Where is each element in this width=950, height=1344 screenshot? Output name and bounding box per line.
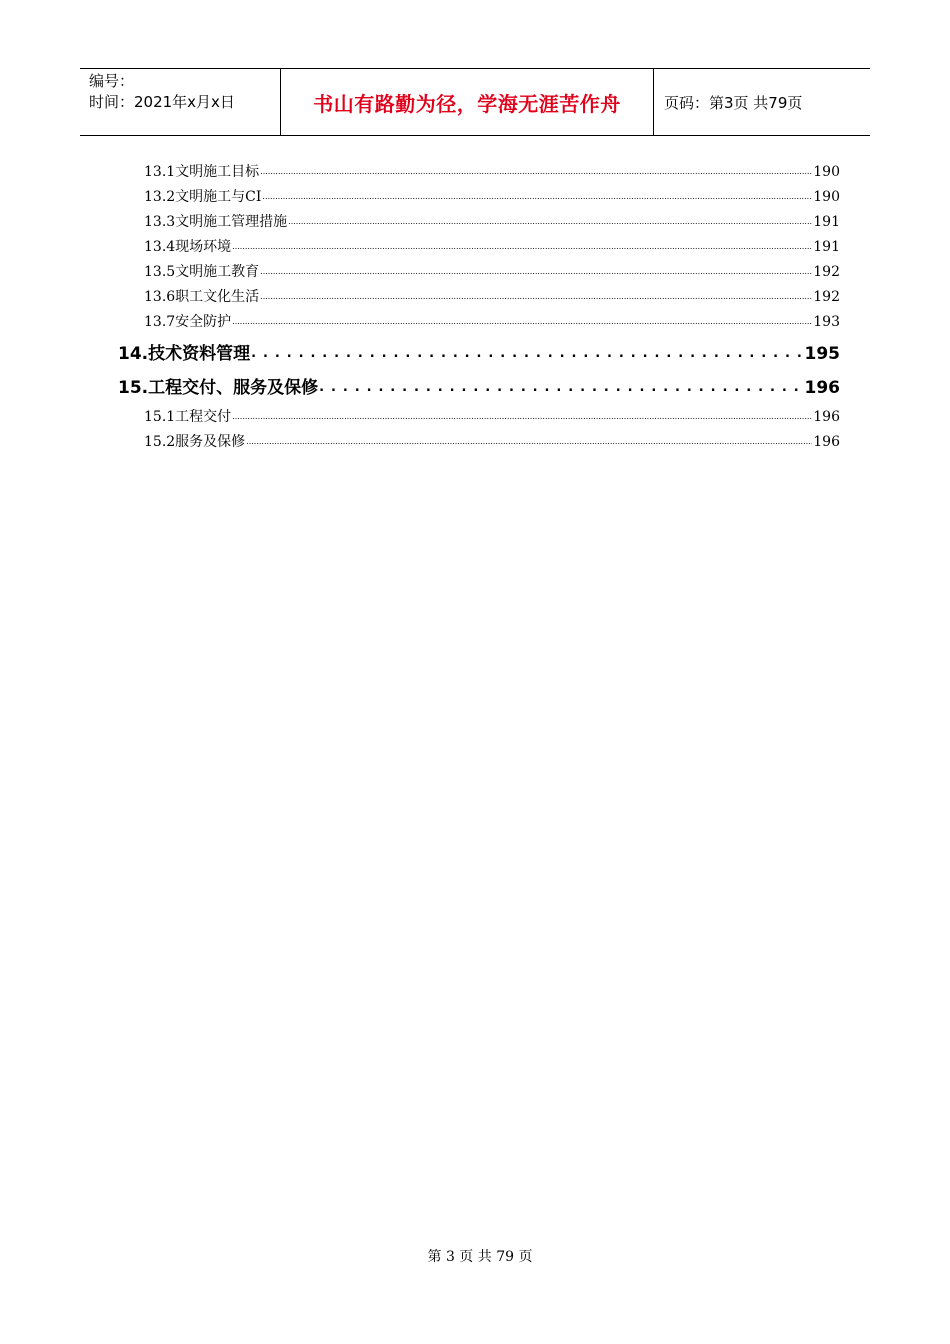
toc-entry-title: 15.2服务及保修 — [144, 434, 246, 450]
toc-entry-title: 15.1工程交付 — [144, 409, 232, 425]
toc-chapter[interactable] — [118, 337, 840, 371]
toc-entry[interactable] — [118, 285, 840, 310]
toc-leader-dots — [319, 369, 803, 405]
toc-entry[interactable] — [118, 210, 840, 235]
toc-leader-dots — [246, 428, 812, 454]
toc-chapter-title: 15.工程交付、服务及保修 — [118, 378, 319, 398]
toc-entry[interactable] — [118, 160, 840, 185]
toc-entry[interactable] — [118, 405, 840, 430]
toc-entry-page: 196 — [813, 409, 840, 425]
toc-chapter-title: 14.技术资料管理 — [118, 344, 251, 364]
toc-entry-page: 190 — [813, 189, 840, 205]
toc-entry[interactable] — [118, 310, 840, 335]
toc-entry[interactable] — [118, 185, 840, 210]
toc-entry-page: 192 — [813, 289, 840, 305]
toc-leader-dots — [262, 183, 812, 209]
toc-chapter-page: 196 — [804, 378, 840, 398]
toc-entry-page: 196 — [813, 434, 840, 450]
toc-leader-dots — [260, 158, 812, 184]
toc-leader-dots — [232, 403, 812, 429]
toc-chapter[interactable] — [118, 371, 840, 405]
toc-leader-dots — [251, 335, 803, 371]
toc-leader-dots — [260, 258, 812, 284]
toc-leader-dots — [288, 208, 812, 234]
toc-entry-title: 13.6职工文化生活 — [144, 289, 260, 305]
toc-entry-title: 13.4现场环境 — [144, 239, 232, 255]
toc-entry-title: 13.5文明施工教育 — [144, 264, 260, 280]
toc-entry-title: 13.3文明施工管理措施 — [144, 214, 288, 230]
toc-entry-title: 13.1文明施工目标 — [144, 164, 260, 180]
toc-entry-page: 191 — [813, 214, 840, 230]
toc-entry[interactable] — [118, 260, 840, 285]
toc-entry-page: 192 — [813, 264, 840, 280]
toc-leader-dots — [232, 308, 812, 334]
document-date: 时间：2021年x月x日 — [89, 93, 235, 111]
toc-entry-title: 13.2文明施工与CI — [144, 189, 262, 205]
toc-entry-title: 13.7安全防护 — [144, 314, 232, 330]
page-footer: 第 3 页 共 79 页 — [427, 1249, 533, 1265]
toc-entry[interactable] — [118, 235, 840, 260]
toc-entry-page: 190 — [813, 164, 840, 180]
toc-leader-dots — [260, 283, 812, 309]
page-header — [80, 68, 870, 136]
header-page-info: 页码：第3页 共79页 — [664, 93, 803, 112]
header-motto: 书山有路勤为径，学海无涯苦作舟 — [281, 69, 654, 135]
toc-entry-page: 191 — [813, 239, 840, 255]
toc-chapter-page: 195 — [804, 344, 840, 364]
toc-entry-page: 193 — [813, 314, 840, 330]
toc-entry[interactable] — [118, 430, 840, 455]
header-meta — [80, 69, 281, 135]
toc-leader-dots — [232, 233, 812, 259]
document-number: 编号： — [89, 72, 135, 90]
table-of-contents — [118, 160, 840, 455]
